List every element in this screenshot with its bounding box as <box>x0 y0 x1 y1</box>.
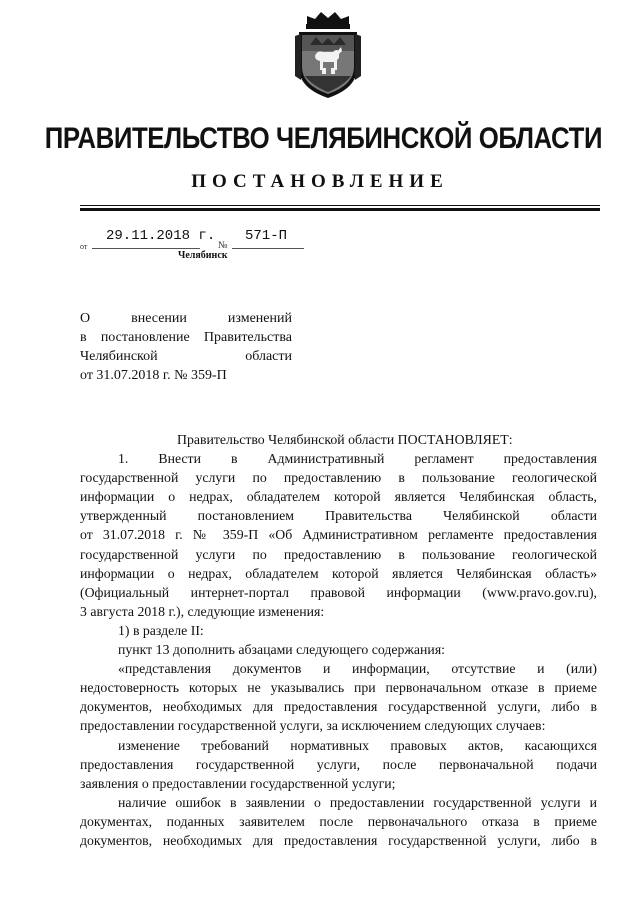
subject-line: от 31.07.2018 г. № 359-П <box>80 368 227 383</box>
government-title: ПРАВИТЕЛЬСТВО ЧЕЛЯБИНСКОЙ ОБЛАСТИ <box>44 122 603 155</box>
subject-line: Челябинской области <box>80 349 292 364</box>
date-underline <box>92 248 200 249</box>
body-line: документов, необходимых для предоставления государственной услуги, либо в <box>80 832 597 848</box>
chelyabinsk-coat-of-arms-icon <box>293 10 363 102</box>
body-line: документов, необходимых для предоставления государственной услуги, либо в <box>80 699 597 715</box>
body-line: наличие ошибок в заявлении о предоставлении государственной услуги и <box>118 794 597 810</box>
document-type: ПОСТАНОВЛЕНИЕ <box>191 171 449 192</box>
number-underline <box>232 248 304 249</box>
body-line: от 31.07.2018 г. № 359-П «Об Административном регламенте предоставления <box>80 527 597 543</box>
body-line: предоставлении государственной услуги, за исключением следующих случаев: <box>80 718 546 734</box>
body-line: заявления о предоставлении государственной услуги; <box>80 775 396 791</box>
body-line: (Официальный интернет-портал правовой информации (www.pravo.gov.ru), <box>80 584 597 600</box>
body-line: информации о недрах, обладателем которой является Челябинская область, <box>80 489 597 505</box>
body-line: предоставления государственной услуги, после первоначальной подачи <box>80 756 597 772</box>
header-divider-thick <box>80 208 600 211</box>
document-number: 571-П <box>245 228 288 244</box>
body-line: информации о недрах, обладателем которой является Челябинская область» <box>80 565 597 581</box>
number-label: № <box>218 240 228 251</box>
document-date: 29.11.2018 г. <box>106 228 216 244</box>
body-line: документах, поданных заявителем после первоначального отказа в приеме <box>80 813 597 829</box>
body-line: 1) в разделе II: <box>118 622 204 638</box>
document-subject <box>80 309 292 385</box>
body-line: недостоверность которых не указывались при первоначальном отказе в приеме <box>80 680 597 696</box>
subject-line: в постановление Правительства <box>80 330 292 345</box>
subject-line: О внесении изменений <box>80 311 292 326</box>
body-line: 1. Внести в Административный регламент предоставления <box>118 451 597 467</box>
body-line: 3 августа 2018 г.), следующие изменения: <box>80 603 325 619</box>
body-line: изменение требований нормативных правовых актов, касающихся <box>118 737 597 753</box>
date-label: от <box>80 242 88 251</box>
header-divider-thin <box>80 205 600 206</box>
body-line: государственной услуги по предоставлению в пользование геологической <box>80 546 597 562</box>
body-line: пункт 13 дополнить абзацами следующего содержания: <box>118 642 445 658</box>
document-body <box>80 430 597 850</box>
preamble: Правительство Челябинской области ПОСТАНОВЛЯЕТ: <box>177 432 513 447</box>
body-line: утвержденный постановлением Правительства Челябинской области <box>80 508 597 524</box>
body-line: «представления документов и информации, отсутствие и (или) <box>118 661 597 677</box>
city-name: Челябинск <box>178 250 228 261</box>
body-line: государственной услуги по предоставлению в пользование геологической <box>80 470 597 486</box>
